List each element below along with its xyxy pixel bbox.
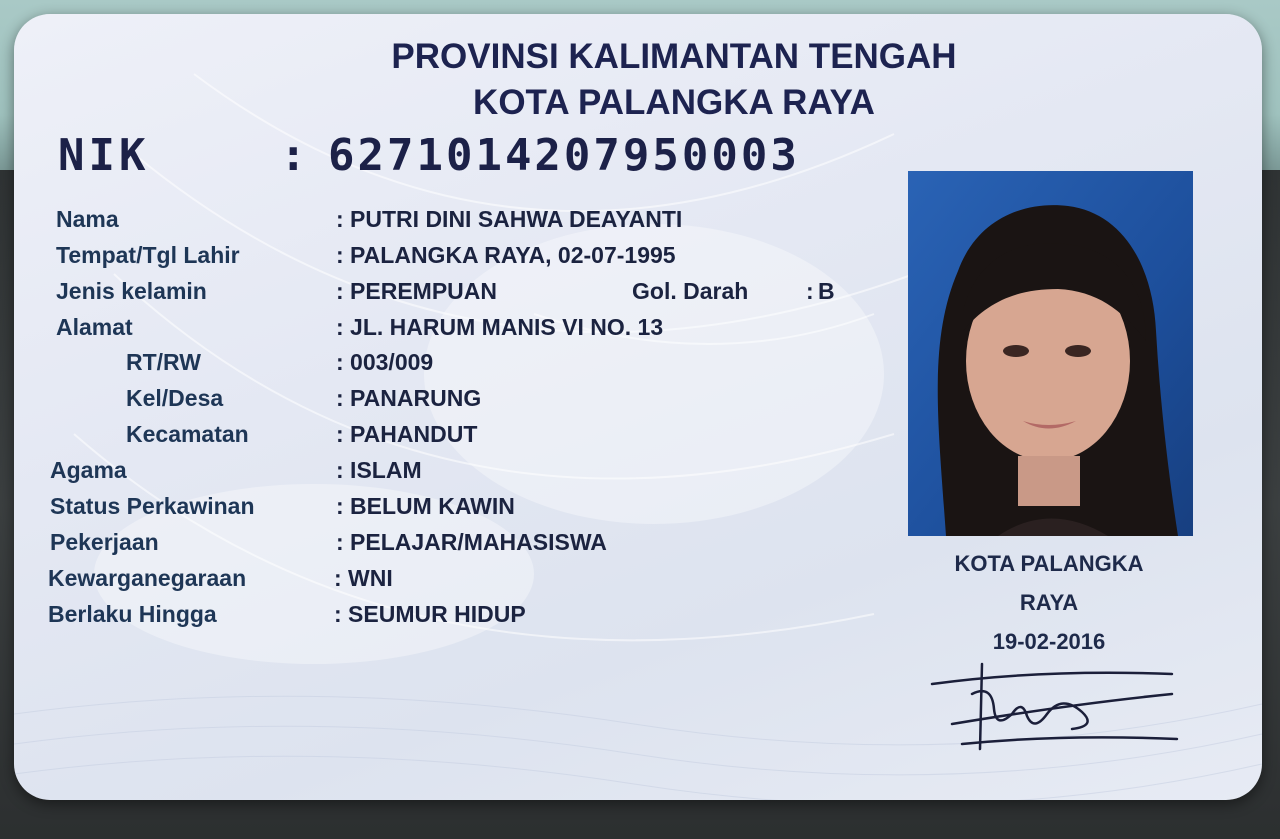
field-value: : 003/009 — [336, 349, 434, 375]
field-label: Jenis kelamin — [56, 278, 207, 304]
blood-type-value: B — [818, 278, 835, 304]
nik-colon: : — [280, 130, 307, 181]
field-value: : PELAJAR/MAHASISWA — [336, 529, 607, 555]
field-label: Tempat/Tgl Lahir — [56, 242, 240, 268]
field-value: : PANARUNG — [336, 385, 482, 411]
issue-city-line2: RAYA — [1019, 590, 1079, 615]
field-label: Kel/Desa — [126, 385, 224, 411]
field-label: Alamat — [56, 314, 133, 340]
city-title: KOTA PALANGKA RAYA — [473, 83, 875, 122]
field-value: : SEUMUR HIDUP — [334, 601, 526, 627]
field-label: Berlaku Hingga — [48, 601, 217, 627]
blood-type-label: Gol. Darah — [632, 278, 749, 304]
field-label: Kecamatan — [126, 421, 249, 447]
field-label: RT/RW — [126, 349, 201, 375]
field-value: : BELUM KAWIN — [336, 493, 515, 519]
field-value: : PUTRI DINI SAHWA DEAYANTI — [336, 206, 683, 232]
card-header — [264, 34, 1084, 126]
nik-value: 6271014207950003 — [328, 130, 800, 181]
field-label: Kewarganegaraan — [48, 565, 247, 591]
nik-label: NIK — [58, 130, 150, 181]
field-value: : WNI — [334, 565, 393, 591]
blood-type-colon: : — [806, 278, 814, 304]
issue-city: KOTA PALANGKA — [954, 551, 1144, 576]
issue-date: 19-02-2016 — [992, 629, 1106, 654]
province-title: PROVINSI KALIMANTAN TENGAH — [391, 37, 957, 76]
field-label: Nama — [56, 206, 119, 232]
field-value: : ISLAM — [336, 457, 422, 483]
field-value: : JL. HARUM MANIS VI NO. 13 — [336, 314, 664, 340]
field-label: Pekerjaan — [50, 529, 159, 555]
portrait-photo-icon — [908, 171, 1193, 536]
signature-icon — [922, 654, 1182, 764]
field-label: Agama — [50, 457, 127, 483]
field-value: : PEREMPUAN — [336, 278, 498, 304]
field-label: Status Perkawinan — [50, 493, 255, 519]
field-value: : PALANGKA RAYA, 02-07-1995 — [336, 242, 676, 268]
field-value: : PAHANDUT — [336, 421, 478, 447]
id-card — [14, 14, 1262, 800]
